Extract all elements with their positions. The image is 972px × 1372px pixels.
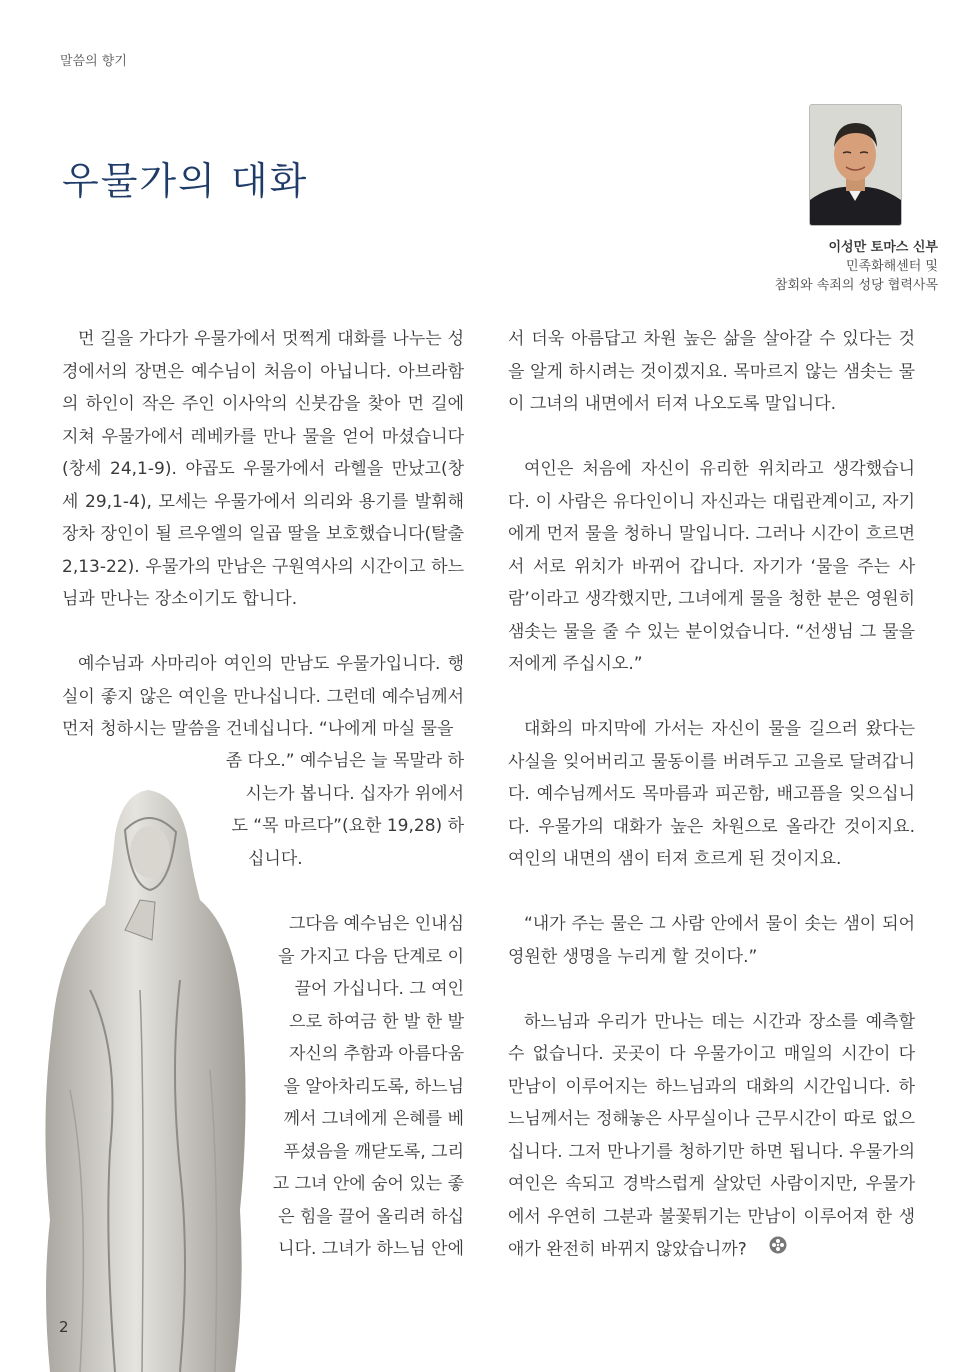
praying-statue-image (30, 790, 260, 1372)
text-line: 시는가 봅니다. 십자가 위에서 (245, 783, 464, 804)
end-mark-icon (753, 1233, 787, 1266)
text-line: 자신의 추함과 아름다움 (288, 1044, 464, 1064)
author-role-line2: 참회와 속죄의 성당 협력사목 (774, 278, 938, 293)
author-role-line1: 민족화해센터 및 (845, 259, 938, 274)
author-name: 이성만 토마스 신부 (828, 240, 938, 255)
text-line: 도 “목 마르다”(요한 19,28) 하 (231, 816, 464, 836)
left-column-top (62, 323, 464, 746)
text-line: 께서 그녀에게 은혜를 베 (283, 1109, 464, 1129)
author-photo (809, 104, 902, 226)
text-line: 고 그녀 안에 숨어 있는 좋 (272, 1174, 464, 1194)
text-line: 십니다. (248, 848, 303, 869)
right-paragraph-1: 서 더욱 아름답고 차원 높은 삶을 살아갈 수 있다는 것을 알게 하시려는 것이겠지요. 목마르지 않는 샘솟는 물이 그녀의 내면에서 터져 나오도록 말입니다. (508, 329, 915, 414)
left-paragraph-1: 먼 길을 가다가 우물가에서 멋쩍게 대화를 나누는 성경에서의 장면은 예수님이 처음이 아닙니다. 아브라함의 하인이 작은 주인 이사악의 신붓감을 찾아 먼 길에 지쳐 우물가에서 레베카를 만나 물을 얻어 마셨습니다(창세 24,1-9). 야곱도 우물가에서 라헬을 만났고(창세 29,1-4), 모세는 우물가에서 의리와 용기를 발휘해 장차 장인이 될 르우엘의 일곱 딸을 보호했습니다(탈출 2,13-22). 우물가의 만남은 구원역사의 시간이고 하느님과 만나는 장소이기도 합니다. (62, 329, 464, 609)
right-column (508, 323, 915, 1266)
article-title: 우물가의 대화 (62, 159, 309, 203)
right-paragraph-3: 대화의 마지막에 가서는 자신이 물을 길으러 왔다는 사실을 잊어버리고 물동이를 버려두고 고을로 달려갑니다. 예수님께서도 목마름과 피곤함, 배고픔을 잊으십니다. 우물가의 대화가 높은 차원으로 올라간 것이지요. 여인의 내면의 샘이 터져 흐르게 된 것이지요. (508, 719, 915, 869)
right-paragraph-5 (508, 1006, 915, 1266)
right-paragraph-4: “내가 주는 물은 그 사람 안에서 물이 솟는 샘이 되어 영원한 생명을 누리게 할 것이다.” (508, 914, 915, 967)
right-paragraph-5-text: 하느님과 우리가 만나는 데는 시간과 장소를 예측할 수 없습니다. 곳곳이 다 우물가이고 매일의 시간이 다 만남이 이루어지는 하느님과의 대화의 시간입니다. 하느님께서는 정해놓은 사무실이나 근무시간이 따로 없으십니다. 그저 만나기를 청하기만 하면 됩니다. 우물가의 여인은 속되고 경박스럽게 살았던 사람이지만, 우물가에서 우연히 그분과 불꽃튀기는 만남이 이루어져 한 생애가 완전히 바뀌지 않았습니까? (508, 1011, 915, 1260)
text-line: 으로 하여금 한 발 한 발 (289, 1011, 464, 1032)
author-info (775, 238, 938, 295)
text-line: 을 가지고 다음 단계로 이 (278, 946, 464, 967)
section-label: 말씀의 향기 (60, 54, 127, 69)
text-line: 좀 다오.” 예수님은 늘 목말라 하 (225, 751, 464, 771)
right-paragraph-2: 여인은 처음에 자신이 유리한 위치라고 생각했습니다. 이 사람은 유다인이니 자신과는 대립관계이고, 자기에게 먼저 물을 청하니 말입니다. 그러나 시간이 흐르면서 서로 위치가 바뀌어 갑니다. 자기가 ‘물을 주는 사람’이라고 생각했지만, 그녀에게 물을 청한 분은 영원히 샘솟는 물을 줄 수 있는 분이었습니다. “선생님 그 물을 저에게 주십시오.” (508, 459, 915, 674)
text-line: 그다음 예수님은 인내심 (288, 914, 464, 934)
left-paragraph-2-start: 예수님과 사마리아 여인의 만남도 우물가입니다. 행실이 좋지 않은 여인을 만나십니다. 그런데 예수님께서 먼저 청하시는 말씀을 건네십니다. “나에게 마실 물을 (62, 654, 464, 739)
text-line: 니다. 그녀가 하느님 안에 (278, 1239, 464, 1259)
page-number: 2 (59, 1318, 69, 1336)
author-portrait-image (810, 105, 901, 225)
text-line: 을 알아차리도록, 하느님 (283, 1076, 464, 1097)
text-line: 은 힘을 끌어 올리려 하십 (278, 1206, 464, 1227)
text-line: 끌어 가십니다. 그 여인 (294, 979, 464, 999)
text-line: 푸셨음을 깨닫도록, 그리 (283, 1141, 464, 1162)
